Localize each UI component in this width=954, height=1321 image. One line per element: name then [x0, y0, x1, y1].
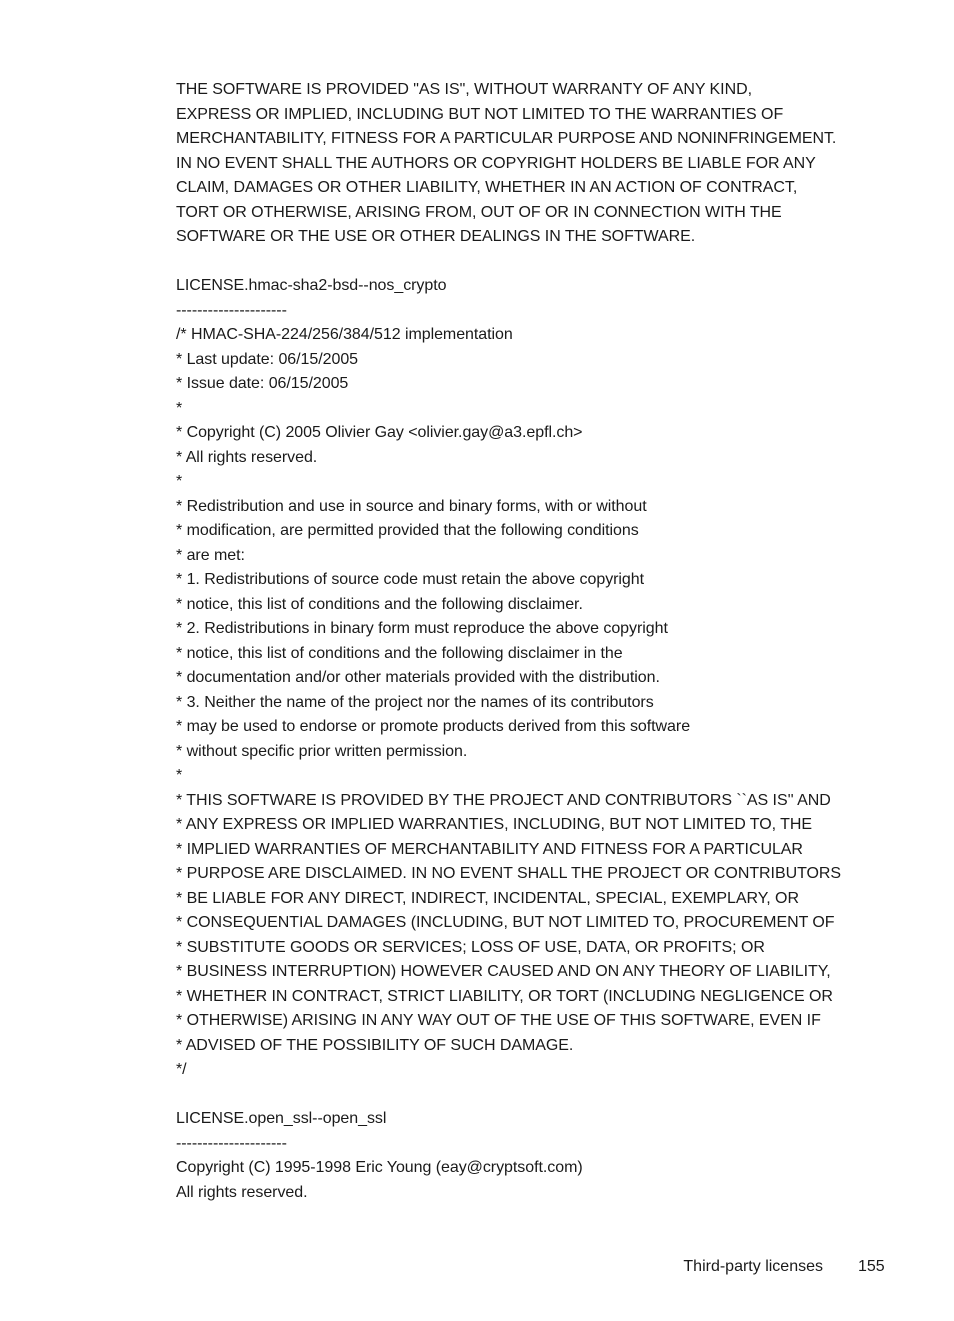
text-line: * modification, are permitted provided that the following conditions [176, 522, 639, 539]
text-line: TORT OR OTHERWISE, ARISING FROM, OUT OF OR IN CONNECTION WITH THE [176, 203, 782, 221]
heading-rule: --------------------- [176, 301, 287, 319]
text-line: EXPRESS OR IMPLIED, INCLUDING BUT NOT LIMITED TO THE WARRANTIES OF [176, 105, 784, 123]
text-line: * notice, this list of conditions and the following disclaimer in the [176, 644, 623, 662]
text-line: Copyright (C) 1995-1998 Eric Young (eay@cryptsoft.com) [176, 1159, 583, 1176]
text-line: * documentation and/or other materials provided with the distribution. [176, 669, 660, 686]
text-line: All rights reserved. [176, 1183, 308, 1201]
paragraph-spacer [176, 250, 896, 275]
text-line: * Copyright (C) 2005 Olivier Gay <olivier.gay@a3.epfl.ch> [176, 424, 583, 441]
text-line: * without specific prior written permission. [176, 742, 468, 760]
text-line: * CONSEQUENTIAL DAMAGES (INCLUDING, BUT NOT LIMITED TO, PROCUREMENT OF [176, 914, 835, 931]
text-line: * All rights reserved. [176, 448, 318, 466]
text-line: THE SOFTWARE IS PROVIDED "AS IS", WITHOUT WARRANTY OF ANY KIND, [176, 81, 752, 98]
text-line: * IMPLIED WARRANTIES OF MERCHANTABILITY AND FITNESS FOR A PARTICULAR [176, 840, 803, 858]
text-line: * Redistribution and use in source and binary forms, with or without [176, 497, 647, 515]
text-line: * ADVISED OF THE POSSIBILITY OF SUCH DAMAGE. [176, 1036, 574, 1054]
text-line: * ANY EXPRESS OR IMPLIED WARRANTIES, INCLUDING, BUT NOT LIMITED TO, THE [176, 816, 812, 833]
text-line: * Last update: 06/15/2005 [176, 350, 359, 368]
heading-rule: --------------------- [176, 1134, 287, 1152]
license-heading-openssl: LICENSE.open_ssl--open_ssl [176, 1110, 387, 1127]
text-line: * 3. Neither the name of the project nor the names of its contributors [176, 693, 654, 711]
text-line: * [176, 399, 183, 417]
page-footer [0, 1255, 954, 1279]
text-line: * BUSINESS INTERRUPTION) HOWEVER CAUSED AND ON ANY THEORY OF LIABILITY, [176, 963, 831, 980]
text-line: * WHETHER IN CONTRACT, STRICT LIABILITY, OR TORT (INCLUDING NEGLIGENCE OR [176, 987, 833, 1005]
text-line: MERCHANTABILITY, FITNESS FOR A PARTICULAR PURPOSE AND NONINFRINGEMENT. [176, 130, 837, 147]
text-line: * SUBSTITUTE GOODS OR SERVICES; LOSS OF USE, DATA, OR PROFITS; OR [176, 938, 765, 956]
page-number: 155 [858, 1258, 885, 1275]
text-line: * [176, 767, 183, 784]
text-line: CLAIM, DAMAGES OR OTHER LIABILITY, WHETHER IN AN ACTION OF CONTRACT, [176, 179, 798, 196]
text-line: * PURPOSE ARE DISCLAIMED. IN NO EVENT SHALL THE PROJECT OR CONTRIBUTORS [176, 865, 842, 882]
license-text-body [176, 78, 896, 1205]
text-line: * OTHERWISE) ARISING IN ANY WAY OUT OF THE USE OF THIS SOFTWARE, EVEN IF [176, 1012, 821, 1029]
text-line: IN NO EVENT SHALL THE AUTHORS OR COPYRIGHT HOLDERS BE LIABLE FOR ANY [176, 154, 816, 172]
paragraph-spacer [176, 1083, 896, 1108]
text-line: * THIS SOFTWARE IS PROVIDED BY THE PROJECT AND CONTRIBUTORS ``AS IS'' AND [176, 791, 831, 809]
text-line: * Issue date: 06/15/2005 [176, 375, 349, 392]
text-line: * are met: [176, 546, 245, 564]
text-line: /* HMAC-SHA-224/256/384/512 implementation [176, 326, 513, 343]
license-heading-hmac: LICENSE.hmac-sha2-bsd--nos_crypto [176, 277, 447, 294]
text-line: * BE LIABLE FOR ANY DIRECT, INDIRECT, INCIDENTAL, SPECIAL, EXEMPLARY, OR [176, 889, 799, 907]
footer-section-name: Third-party licenses [683, 1258, 823, 1275]
text-line: * notice, this list of conditions and the following disclaimer. [176, 595, 583, 613]
text-line: SOFTWARE OR THE USE OR OTHER DEALINGS IN THE SOFTWARE. [176, 228, 696, 245]
text-line: * 1. Redistributions of source code must retain the above copyright [176, 571, 645, 588]
text-line: * [176, 473, 183, 490]
text-line: * may be used to endorse or promote products derived from this software [176, 718, 691, 735]
text-line: */ [176, 1061, 187, 1078]
text-line: * 2. Redistributions in binary form must reproduce the above copyright [176, 620, 668, 637]
